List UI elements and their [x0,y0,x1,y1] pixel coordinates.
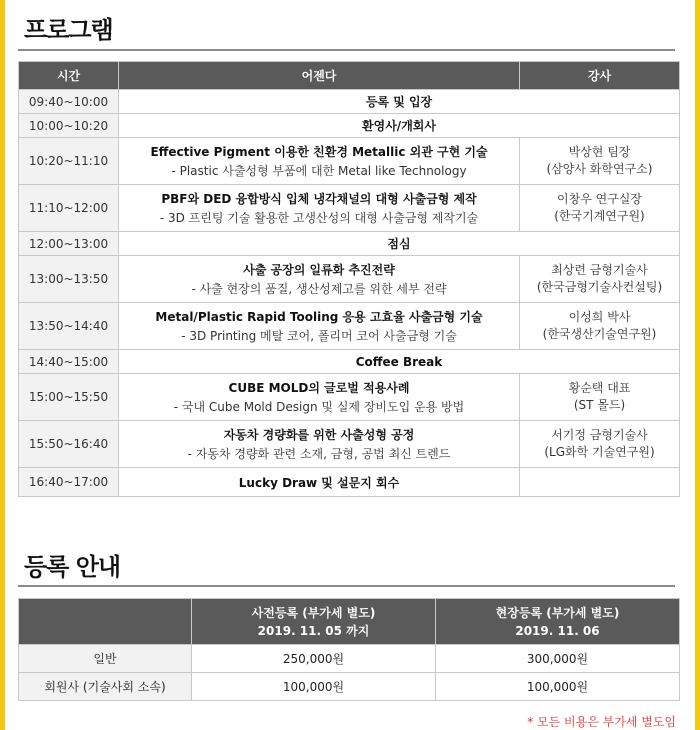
header-empty [19,599,192,645]
table-row [19,232,680,256]
program-section-title: 프로그램 [24,16,113,44]
onsite-fee: 100,000원 [436,673,680,701]
table-row [19,90,680,114]
agenda-title: 등록 및 입장 [119,90,680,114]
agenda-subtitle: - Plastic 사출성형 부품에 대한 Metal like Technology [171,164,467,178]
speaker-cell [520,138,680,185]
speaker-org: (삼양사 화학연구소) [546,162,653,176]
time-cell: 15:50~16:40 [19,421,119,468]
agenda-title: Effective Pigment 이용한 친환경 Metallic 외관 구현 기술 [150,145,488,159]
agenda-subtitle: - 자동차 경량화 관련 소재, 금형, 공법 최신 트렌드 [187,447,451,461]
agenda-cell [119,374,520,421]
left-accent-bar [0,0,5,730]
speaker-org: (한국금형기술사컨설팅) [536,280,663,294]
table-row [19,114,680,138]
speaker-org: (LG화학 기술연구원) [544,445,655,459]
time-cell: 13:00~13:50 [19,256,119,303]
table-row [19,468,680,497]
fee-category: 회원사 (기술사회 소속) [19,673,192,701]
agenda-title: PBF와 DED 융합방식 입체 냉각채널의 대형 사출금형 제작 [161,192,477,206]
header-pre-registration [192,599,436,645]
speaker-name: 최상련 금형기술사 [551,263,648,277]
time-cell: 15:00~15:50 [19,374,119,421]
onsite-registration-label: 현장등록 (부가세 별도) [495,605,620,620]
onsite-fee: 300,000원 [436,645,680,673]
speaker-name: 서기정 금형기술사 [551,428,648,442]
time-cell: 10:20~11:10 [19,138,119,185]
time-cell: 16:40~17:00 [19,468,119,497]
program-table [18,61,680,497]
agenda-title: Lucky Draw 및 설문지 회수 [119,468,520,497]
table-row [19,645,680,673]
time-cell: 10:00~10:20 [19,114,119,138]
agenda-title: 사출 공장의 일류화 추진전략 [243,263,395,277]
agenda-title: CUBE MOLD의 글로벌 적용사례 [228,381,410,395]
table-row [19,256,680,303]
registration-section-title: 등록 안내 [24,553,121,581]
time-cell: 09:40~10:00 [19,90,119,114]
vat-note: * 모든 비용은 부가세 별도임 [527,715,676,729]
time-cell: 12:00~13:00 [19,232,119,256]
onsite-registration-date: 2019. 11. 06 [515,623,600,638]
time-cell: 11:10~12:00 [19,185,119,232]
table-row [19,374,680,421]
agenda-subtitle: - 사출 현장의 품질, 생산성제고를 위한 세부 전략 [191,282,447,296]
time-cell: 13:50~14:40 [19,303,119,350]
header-agenda: 어젠다 [119,62,520,90]
agenda-title: 점심 [119,232,680,256]
program-divider [18,49,675,51]
table-row [19,303,680,350]
table-row [19,138,680,185]
agenda-title: 자동차 경량화를 위한 사출성형 공정 [223,428,415,442]
header-time: 시간 [19,62,119,90]
speaker-cell [520,374,680,421]
speaker-cell [520,468,680,497]
agenda-cell [119,421,520,468]
table-row [19,350,680,374]
registration-divider [18,585,675,587]
agenda-subtitle: - 3D Printing 메탈 코어, 폴리머 코어 사출금형 기술 [181,329,457,343]
header-speaker: 강사 [520,62,680,90]
agenda-title: Metal/Plastic Rapid Tooling 응용 고효율 사출금형 기술 [155,310,483,324]
speaker-name: 이성희 박사 [568,310,631,324]
fee-category: 일반 [19,645,192,673]
agenda-subtitle: - 국내 Cube Mold Design 및 실제 장비도입 운용 방법 [173,400,465,414]
speaker-cell [520,421,680,468]
pre-registration-date: 2019. 11. 05 까지 [257,623,370,638]
table-row [19,421,680,468]
agenda-subtitle: - 3D 프린팅 기술 활용한 고생산성의 대형 사출금형 제작기술 [159,211,479,225]
agenda-cell [119,185,520,232]
header-onsite-registration [436,599,680,645]
pre-fee: 250,000원 [192,645,436,673]
speaker-cell [520,303,680,350]
pre-fee: 100,000원 [192,673,436,701]
right-accent-bar [695,0,700,730]
speaker-org: (ST 몰드) [573,398,626,412]
speaker-org: (한국생산기술연구원) [542,327,657,341]
agenda-title: 환영사/개회사 [119,114,680,138]
table-row [19,673,680,701]
pre-registration-label: 사전등록 (부가세 별도) [251,605,376,620]
agenda-cell [119,256,520,303]
speaker-name: 박상현 팀장 [568,145,631,159]
speaker-cell [520,256,680,303]
table-row [19,185,680,232]
agenda-title: Coffee Break [119,350,680,374]
agenda-cell [119,303,520,350]
time-cell: 14:40~15:00 [19,350,119,374]
agenda-cell [119,138,520,185]
speaker-org: (한국기계연구원) [554,209,645,223]
speaker-name: 황순택 대표 [568,381,631,395]
speaker-cell [520,185,680,232]
speaker-name: 이창우 연구실장 [557,192,642,206]
registration-table [18,598,680,701]
